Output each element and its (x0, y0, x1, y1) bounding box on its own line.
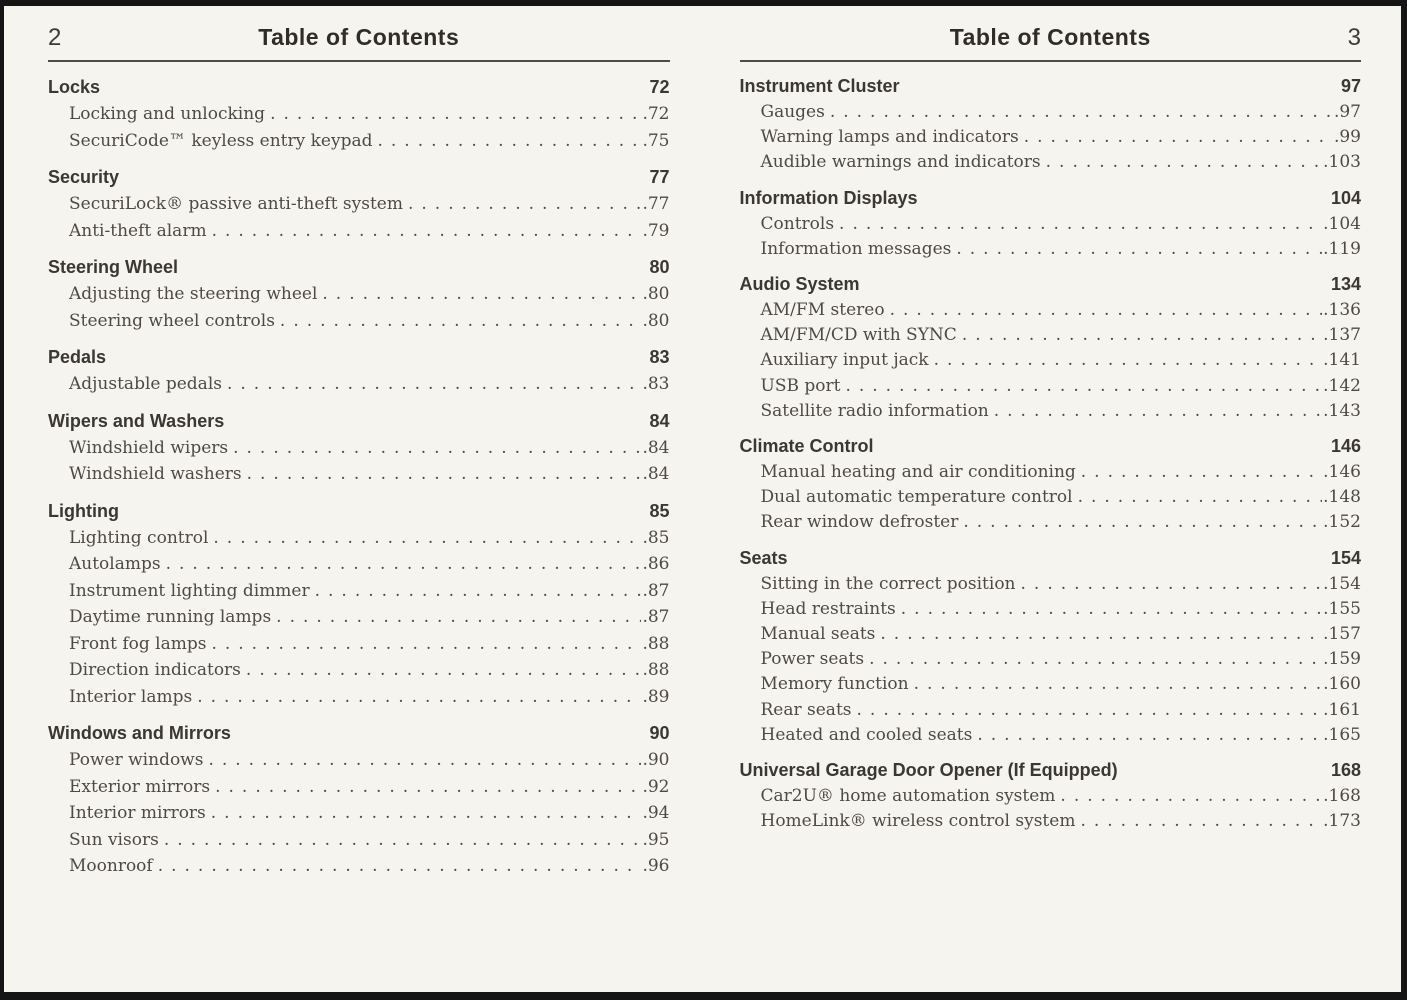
section-page-number: 72 (649, 77, 670, 97)
toc-entry (48, 631, 670, 658)
toc-entry-page-number: . 165 (1323, 723, 1361, 748)
dot-leader (963, 510, 1322, 535)
section-title: Audio System (739, 274, 860, 295)
toc-entry (740, 622, 1362, 647)
toc-section (740, 73, 1362, 176)
toc-section (48, 254, 670, 334)
dot-leader (215, 774, 641, 801)
toc-sections (48, 62, 670, 880)
toc-section (48, 164, 670, 244)
toc-entry-page-number: . 146 (1323, 460, 1361, 485)
dot-leader (956, 237, 1322, 262)
dot-leader (994, 399, 1322, 424)
toc-entry-label: USB port (760, 375, 841, 396)
toc-entry-label: Windshield wipers (69, 437, 229, 458)
toc-entry-page-number: . 159 (1323, 647, 1361, 672)
toc-entry-page-number: . 104 (1323, 212, 1361, 237)
section-page-number: 90 (649, 723, 670, 743)
section-header (48, 164, 670, 191)
toc-entry (48, 604, 670, 631)
toc-entry-page-number: . 80 (642, 308, 669, 335)
section-title: Locks (48, 77, 101, 97)
section-title: Lighting (48, 500, 119, 521)
section-title: Seats (739, 547, 788, 568)
section-title: Information Displays (739, 187, 918, 208)
toc-entry (740, 323, 1362, 348)
toc-entry (740, 723, 1362, 748)
dot-leader (914, 672, 1323, 697)
page-title: Table of Contents (258, 24, 460, 50)
section-header (740, 271, 1362, 298)
toc-entry-page-number: . 72 (642, 101, 669, 128)
toc-entry-label: Autolamps (69, 554, 161, 574)
toc-section (740, 185, 1362, 262)
section-header (740, 433, 1362, 460)
page-number: 2 (48, 24, 62, 51)
dot-leader (246, 657, 642, 684)
toc-entry-page-number: . 99 (1334, 125, 1361, 150)
section-title: Universal Garage Door Opener (If Equipped) (739, 760, 1118, 781)
dot-leader (839, 212, 1322, 237)
toc-entry-page-number: . 77 (642, 191, 669, 218)
toc-entry-page-number: . 92 (642, 774, 669, 801)
toc-entry-label: Auxiliary input jack (760, 350, 929, 371)
toc-entry-page-number: . 119 (1323, 237, 1361, 262)
toc-entry-label: Sitting in the correct position (760, 573, 1016, 594)
dot-leader (227, 371, 641, 398)
page-header (740, 24, 1362, 60)
toc-entry (740, 125, 1362, 150)
toc-entry (740, 460, 1362, 485)
toc-entry-page-number: . 173 (1323, 809, 1361, 834)
toc-section (740, 271, 1362, 424)
toc-section (48, 498, 670, 711)
page-header (48, 24, 670, 60)
dot-leader (830, 100, 1333, 125)
toc-entry (48, 525, 670, 552)
toc-entry (48, 461, 670, 488)
toc-entry-label: Lighting control (69, 527, 209, 548)
dot-leader (857, 698, 1323, 723)
toc-entry (48, 657, 670, 684)
section-header (48, 720, 670, 747)
section-title: Wipers and Washers (48, 410, 225, 431)
toc-entry-label: Direction indicators (69, 660, 241, 680)
toc-entry (48, 218, 670, 245)
dot-leader (164, 827, 642, 854)
dot-leader (977, 723, 1322, 748)
toc-entry-label: AM/FM/CD with SYNC (760, 325, 957, 346)
toc-entry-label: Manual heating and air conditioning (760, 462, 1076, 483)
toc-entry-label: Rear window defroster (760, 512, 959, 533)
section-page-number: 154 (1330, 547, 1361, 568)
toc-entry (48, 827, 670, 854)
toc-entry (48, 128, 670, 155)
section-page-number: 80 (649, 257, 670, 277)
toc-entry-label: Power windows (69, 750, 204, 770)
dot-leader (1081, 460, 1322, 485)
section-header (740, 757, 1362, 784)
toc-entry-label: Rear seats (760, 699, 852, 720)
toc-entry (740, 485, 1362, 510)
dot-leader (901, 597, 1322, 622)
dot-leader (1024, 125, 1333, 150)
toc-entry (740, 100, 1362, 125)
dot-leader (845, 374, 1322, 399)
section-header (48, 408, 670, 435)
toc-entry-label: Manual seats (760, 624, 876, 645)
toc-entry-label: Locking and unlocking (69, 104, 266, 124)
toc-entry-page-number: . 95 (642, 827, 669, 854)
toc-entry-label: Warning lamps and indicators (760, 127, 1019, 148)
toc-entry (740, 298, 1362, 323)
toc-entry-label: Instrument lighting dimmer (69, 580, 310, 601)
toc-entry-page-number: . 88 (642, 631, 669, 658)
section-title: Steering Wheel (48, 257, 179, 277)
toc-entry-label: Car2U® home automation system (760, 786, 1056, 807)
dot-leader (211, 631, 641, 658)
dot-leader (208, 747, 641, 774)
toc-entry-page-number: . 84 (642, 435, 669, 462)
toc-entry (48, 747, 670, 774)
toc-entry (740, 510, 1362, 535)
toc-entry-label: Steering wheel controls (69, 310, 275, 331)
toc-entry (48, 578, 670, 605)
toc-entry-label: Exterior mirrors (69, 776, 211, 797)
toc-entry (48, 684, 670, 711)
toc-entry-page-number: . 87 (642, 604, 669, 631)
toc-entry-page-number: . 152 (1323, 510, 1361, 535)
toc-entry-label: AM/FM stereo (760, 300, 885, 321)
toc-entry (740, 784, 1362, 809)
section-page-number: 104 (1330, 187, 1361, 208)
toc-entry-label: Sun visors (69, 829, 159, 850)
section-title: Windows and Mirrors (48, 723, 231, 743)
toc-entry-page-number: . 87 (642, 578, 669, 605)
dot-leader (197, 684, 641, 711)
dot-leader (1060, 784, 1322, 809)
toc-entry (740, 597, 1362, 622)
section-page-number: 146 (1330, 436, 1361, 457)
dot-leader (247, 461, 642, 488)
toc-entry (48, 774, 670, 801)
toc-entry-label: HomeLink® wireless control system (760, 811, 1076, 832)
toc-section (48, 74, 670, 154)
dot-leader (315, 578, 642, 605)
dot-leader (869, 647, 1322, 672)
dot-leader (280, 308, 642, 335)
toc-section (48, 344, 670, 398)
dot-leader (158, 853, 642, 880)
toc-entry-label: Interior lamps (69, 686, 193, 707)
dot-leader (212, 218, 642, 245)
toc-entry (48, 308, 670, 335)
toc-entry (740, 150, 1362, 175)
section-title: Climate Control (739, 436, 874, 457)
toc-entry-label: Interior mirrors (69, 803, 206, 823)
dot-leader (1080, 809, 1322, 834)
toc-entry-page-number: . 84 (642, 461, 669, 488)
toc-entry (740, 374, 1362, 399)
toc-entry (48, 551, 670, 578)
toc-entry-label: Power seats (760, 649, 865, 670)
toc-entry-page-number: . 89 (642, 684, 669, 711)
toc-entry (740, 399, 1362, 424)
toc-entry-page-number: . 103 (1323, 150, 1361, 175)
dot-leader (233, 435, 641, 462)
section-page-number: 83 (649, 347, 670, 367)
section-header (740, 545, 1362, 572)
toc-section (48, 408, 670, 488)
dot-leader (1021, 572, 1323, 597)
toc-entry-page-number: . 86 (642, 551, 669, 578)
toc-sections (740, 62, 1362, 834)
toc-entry-page-number: . 148 (1323, 485, 1361, 510)
section-title: Instrument Cluster (739, 76, 900, 96)
toc-entry-page-number: . 79 (642, 218, 669, 245)
toc-section (740, 757, 1362, 834)
toc-entry-page-number: . 141 (1323, 348, 1361, 373)
section-page-number: 77 (649, 167, 670, 187)
section-title: Pedals (48, 347, 107, 367)
toc-entry-page-number: . 142 (1323, 374, 1361, 399)
toc-entry (740, 672, 1362, 697)
section-page-number: 134 (1330, 274, 1361, 295)
toc-entry (740, 348, 1362, 373)
dot-leader (211, 800, 642, 827)
toc-entry-label: Dual automatic temperature control (760, 487, 1073, 508)
dot-leader (1046, 150, 1323, 175)
toc-entry-label: Memory function (760, 674, 909, 695)
toc-entry (740, 237, 1362, 262)
dot-leader (213, 525, 641, 552)
toc-entry-page-number: . 83 (642, 371, 669, 398)
toc-entry-page-number: . 137 (1323, 323, 1361, 348)
dot-leader (270, 101, 641, 128)
toc-entry (48, 101, 670, 128)
toc-entry (740, 212, 1362, 237)
toc-entry-label: Moonroof (69, 856, 153, 876)
toc-page-right (740, 24, 1362, 992)
page-number: 3 (1347, 24, 1361, 51)
toc-entry-page-number: . 88 (642, 657, 669, 684)
toc-entry-label: Anti-theft alarm (69, 220, 207, 241)
toc-entry-page-number: . 168 (1323, 784, 1361, 809)
toc-entry (48, 191, 670, 218)
section-title: Security (48, 167, 120, 187)
toc-entry-label: SecuriLock® passive anti-theft system (69, 194, 403, 214)
toc-section (48, 720, 670, 880)
toc-entry-page-number: . 80 (642, 281, 669, 308)
page-title: Table of Contents (949, 24, 1151, 50)
section-page-number: 97 (1340, 76, 1361, 96)
toc-entry-page-number: . 96 (642, 853, 669, 880)
toc-entry-label: Information messages (760, 238, 952, 259)
toc-entry-label: Gauges (760, 102, 825, 122)
toc-entry-label: Controls (760, 213, 835, 234)
toc-entry-label: Head restraints (760, 598, 896, 619)
toc-entry (48, 371, 670, 398)
toc-entry-label: Adjustable pedals (69, 374, 222, 394)
toc-entry (740, 572, 1362, 597)
dot-leader (880, 622, 1322, 647)
toc-entry-page-number: . 143 (1323, 399, 1361, 424)
toc-section (740, 433, 1362, 536)
section-header (740, 73, 1362, 100)
toc-page-left (48, 24, 670, 992)
toc-entry (48, 435, 670, 462)
dot-leader (962, 323, 1322, 348)
section-header (48, 254, 670, 281)
toc-entry-label: Heated and cooled seats (760, 724, 973, 745)
section-header (48, 74, 670, 101)
toc-entry-label: Windshield washers (69, 464, 242, 484)
toc-entry-page-number: . 161 (1323, 698, 1361, 723)
dot-leader (934, 348, 1323, 373)
section-page-number: 85 (649, 500, 670, 521)
toc-entry-page-number: . 157 (1323, 622, 1361, 647)
dot-leader (322, 281, 641, 308)
dot-leader (166, 551, 642, 578)
toc-entry (740, 698, 1362, 723)
toc-entry-page-number: . 97 (1334, 100, 1361, 125)
toc-entry-page-number: . 75 (642, 128, 669, 155)
dot-leader (276, 604, 641, 631)
section-page-number: 84 (649, 410, 670, 431)
scanned-manual-spread (4, 6, 1401, 992)
toc-entry (740, 809, 1362, 834)
toc-entry (48, 800, 670, 827)
toc-entry-page-number: . 136 (1323, 298, 1361, 323)
section-page-number: 168 (1330, 760, 1361, 781)
toc-entry-label: Adjusting the steering wheel (69, 284, 318, 304)
toc-entry-label: Satellite radio information (760, 400, 989, 421)
toc-entry-page-number: . 160 (1323, 672, 1361, 697)
toc-entry-page-number: . 90 (642, 747, 669, 774)
dot-leader (890, 298, 1323, 323)
toc-entry-page-number: . 85 (642, 525, 669, 552)
dot-leader (408, 191, 641, 218)
toc-entry (740, 647, 1362, 672)
toc-entry-page-number: . 154 (1323, 572, 1361, 597)
section-header (740, 185, 1362, 212)
section-header (48, 498, 670, 525)
toc-entry-label: Front fog lamps (69, 633, 207, 654)
dot-leader (378, 128, 642, 155)
toc-entry-page-number: . 94 (642, 800, 669, 827)
section-header (48, 344, 670, 371)
toc-entry (48, 281, 670, 308)
dot-leader (1078, 485, 1323, 510)
toc-entry-label: Daytime running lamps (69, 607, 272, 627)
toc-entry-label: Audible warnings and indicators (760, 152, 1041, 173)
toc-entry (48, 853, 670, 880)
toc-entry-page-number: . 155 (1323, 597, 1361, 622)
toc-section (740, 545, 1362, 748)
toc-entry-label: SecuriCode™ keyless entry keypad (69, 130, 373, 151)
